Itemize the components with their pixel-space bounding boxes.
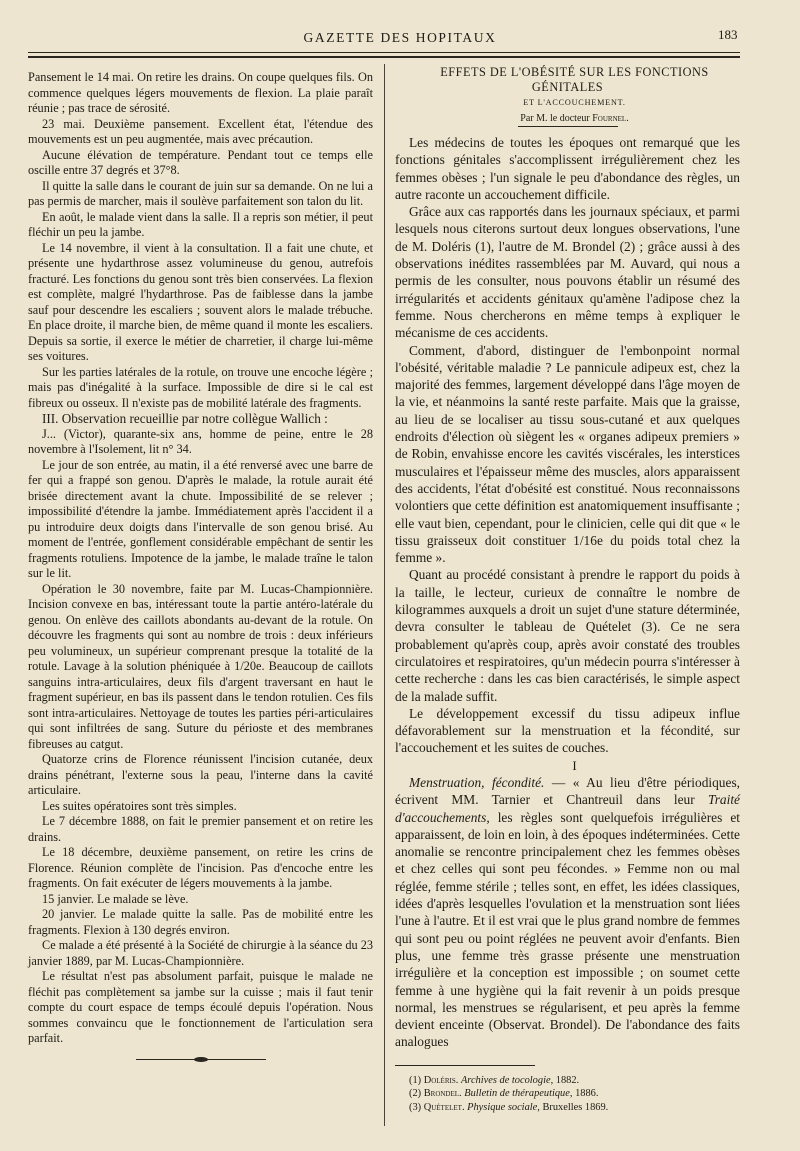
paragraph: Le jour de son entrée, au matin, il a été renversé avec une barre de fer qui a frappé son genou. D'après le malade, la rotule aurait été brisée directement avant la chute. Impossibilité de se relever ; impossibilité d'étendre la jambe. Immédiatement après l'accident il a pu introduire deux doigts dans l'intervalle de son genou brisé. Au moment de l'entrée, gonflement considérable empêchant de sentir les fragments rotuliens. Impotence de la jambe, le malade traîne le talon sur le lit.	[28, 457, 373, 580]
subsection-lead: Menstruation, fécondité.	[409, 774, 545, 790]
section-numeral: I	[572, 757, 577, 773]
article-body	[395, 134, 740, 1051]
title-rule	[518, 126, 618, 127]
paragraph: En août, le malade vient dans la salle. Il a repris son métier, il peut fléchir un peu la jambe.	[28, 209, 373, 239]
footnote-rule	[395, 1065, 535, 1066]
paragraph: Il quitte la salle dans le courant de juin sur sa demande. On ne lui a pas permis de marcher, mais il soulève parfaitement son talon du lit.	[28, 178, 373, 208]
paragraph: Le 18 décembre, deuxième pansement, on retire les crins de Florence. Réunion complète de l'incision. Pas d'encoche entre les fragments. On fait exécuter de légers mouvements à la jambe.	[28, 845, 373, 890]
paragraph: Quant au procédé consistant à prendre le rapport du poids à la taille, le lecteur, curieux de connaître le nombre de kilogrammes auxquels a droit un sujet d'une stature déterminée, devra consulter le tableau de Quételet (3). Ce ne sera probablement qu'après coup, après avoir constaté des troubles circulatoires et respiratoires, qu'un médecin pourra s'intéresser à cette recherche : dans les cas bien caractérisés, le simple aspect de la malade suffit.	[395, 567, 740, 704]
paragraph: Sur les parties latérales de la rotule, on trouve une encoche légère ; mais pas d'inégalité à la surface. Impossible de dire si le cal est fibreux ou osseux. Il n'existe pas de mobilité latérale des fragments.	[28, 364, 373, 410]
column-divider	[384, 64, 385, 1126]
book-title: Traité d'accouchements	[395, 792, 740, 825]
page-number: 183	[718, 27, 738, 42]
right-column	[395, 65, 740, 1115]
paragraph: Les suites opératoires sont très simples.	[42, 798, 237, 813]
observation-heading: III. Observation recueillie par notre collègue Wallich :	[42, 411, 328, 426]
article-subtitle: ET L'ACCOUCHEMENT.	[523, 98, 626, 107]
left-column	[28, 70, 373, 1060]
paragraph: Le 7 décembre 1888, on fait le premier pansement et on retire les drains.	[28, 814, 373, 844]
paragraph: 20 janvier. Le malade quitte la salle. Pas de mobilité entre les fragments. Flexion à 130 degrés environ.	[28, 907, 373, 937]
article-title: EFFETS DE L'OBÉSITÉ SUR LES FONCTIONS GÉNITALES	[440, 65, 709, 94]
paragraph: Pansement le 14 mai. On retire les drains. On coupe quelques fils. On commence quelques légers mouvements de flexion. La plaie paraît réunie ; pas trace de sérosité.	[28, 70, 373, 115]
paragraph: Ce malade a été présenté à la Société de chirurgie à la séance du 23 janvier 1889, par M. Lucas-Championnière.	[28, 938, 373, 968]
paragraph: Opération le 30 novembre, faite par M. Lucas-Championnière. Incision convexe en bas, intéressant toute la partie antéro-latérale du genou. On enlève des caillots abondants au-devant de la rotule. On découvre les fragments qui sont au nombre de trois : deux inférieurs peu volumineux, un supérieur comprenant presque la totalité de la rotule. Lavage à la solution phéniquée à 1/20e. Beaucoup de caillots sanguins intra-articulaires, deux fils d'argent traversant en haut le fragment supérieur, en bas ils passent dans le tendon rotulien. Ces fils sont intra-articulaires. Nettoyage de toutes les parties péri-articulaires qui sont infiltrées de sang. Suture du périoste et des membranes fibreuses au catgut.	[28, 581, 373, 751]
paragraph: Le 14 novembre, il vient à la consultation. Il a fait une chute, et présente une hydarthrose assez volumineuse du genou, autrefois fracturé. Les fonctions du genou sont très bien conservées. La flexion est complète, malgré l'hydarthrose. Pas de faiblesse dans la jambe sauf pour descendre les escaliers ; souvent alors le malade trébuche. En place droite, il marche bien, de même quand il monte les escaliers. Depuis sa sortie, il exerce le métier de charretier, il charge lui-même ses voitures.	[28, 240, 373, 363]
paragraph: Grâce aux cas rapportés dans les journaux spéciaux, et parmi lesquels nous citerons surtout deux longues observations, l'une de M. Doléris (1), l'autre de M. Brondel (2) ; grâce aussi à des observations inédites rassemblées par M. Auvard, qui nous a permis de les consulter, nous pouvons établir un résumé des irrégularités et accidents génitaux qu'amène l'adipose chez la femme. Nous chercherons en même temps à expliquer le mécanisme de ces accidents.	[395, 204, 740, 341]
paragraph: Le résultat n'est pas absolument parfait, puisque le malade ne fléchit pas complètement sa jambe sur la cuisse ; mais il faut tenir compte du court espace de temps écoulé depuis l'opération. Nous sommes convaincu que le fonctionnement de l'articulation sera parfait.	[28, 969, 373, 1045]
paragraph: Aucune élévation de température. Pendant tout ce temps elle oscille entre 37 degrés et 37°8.	[28, 147, 373, 177]
paragraph: 23 mai. Deuxième pansement. Excellent état, l'étendue des mouvements est un peu augmentée, mais avec précaution.	[28, 116, 373, 146]
paragraph: Comment, d'abord, distinguer de l'embonpoint normal l'obésité, véritable maladie ? Le pannicule adipeux est, chez la majorité des femmes, largement développé dans l'âge moyen de la vie, et néanmoins la santé reste parfaite. Mais que la graisse, au lieu de se localiser au tissu sous-cutané et aux quelques endroits d'élection où siègent les « organes adipeux premiers » de Robin, envahisse encore les cavités viscérales, les interstices musculaires et l'épaisseur même des muscles, alors apparaissent des accidents, l'état d'obésité est constitué. Nous reconnaissons volontiers que cette définition est anatomiquement insuffisante ; elle vaut bien, cependant, pour le clinicien, celle qui dit que « le tissu graisseux doit constituer 1/16e du poids total chez la femme ».	[395, 342, 740, 566]
paragraph: Menstruation, fécondité. — « Au lieu d'être périodiques, écrivent MM. Tarnier et Chantreuil dans leur Traité d'accouchements, les règles sont quelquefois irrégulières et apparaissent, de loin en loin, à des époques indéterminées. Cette anomalie se rencontre principalement chez les femmes obèses et chez celles qui sont peu fécondes. » Femme non ou mal réglée, femme stérile ; telles sont, en effet, les idées classiques, idées d'après lesquelles l'ovulation et la menstruation sont liées l'une à l'autre. Et il est vrai que le plus grand nombre de femmes qui sont peu ou point réglées ne peuvent avoir d'enfants. Bien plus, une femme très grasse présente une menstruation irrégulière et la conception est impossible ; on soumet cette femme à une hygiène qui la fait revenir à un poids presque normal, les menstrues se régularisent, et peu après la femme devient enceinte (Observat. Brondel). De l'abondance des faits analogues	[395, 774, 741, 1050]
header-rule-thick	[28, 56, 740, 58]
paragraph: Quatorze crins de Florence réunissent l'incision cutanée, deux drains pénétrant, l'externe sous la peau, l'interne dans la cavité articulaire.	[28, 752, 373, 797]
header-rule-thin	[28, 52, 740, 53]
author-name: Fournel	[592, 112, 627, 124]
article-author: Par M. le docteur Fournel.	[520, 112, 629, 124]
footnote: (1) Doléris. Archives de tocologie, 1882.	[409, 1074, 580, 1086]
paragraph: Les médecins de toutes les époques ont remarqué que les fonctions génitales s'accomplissent irrégulièrement chez les femmes obèses ; l'un signale le peu d'abondance des règles, un autre raconte un accouchement difficile.	[395, 135, 740, 202]
paragraph: Le développement excessif du tissu adipeux influe défavorablement sur la menstruation et la fécondité, sur l'accouchement et les suites de couches.	[395, 705, 740, 756]
end-ornament	[136, 1059, 266, 1060]
running-header-title: GAZETTE DES HOPITAUX	[303, 30, 497, 45]
paragraph: 15 janvier. Le malade se lève.	[42, 891, 189, 906]
footnote: (2) Brondel. Bulletin de thérapeutique, 1886.	[409, 1088, 599, 1100]
footnote: (3) Quételet. Physique sociale, Bruxelles 1869.	[409, 1101, 609, 1113]
paragraph: J... (Victor), quarante-six ans, homme de peine, entre le 28 novembre à l'Isolement, lit n° 34.	[28, 426, 373, 456]
